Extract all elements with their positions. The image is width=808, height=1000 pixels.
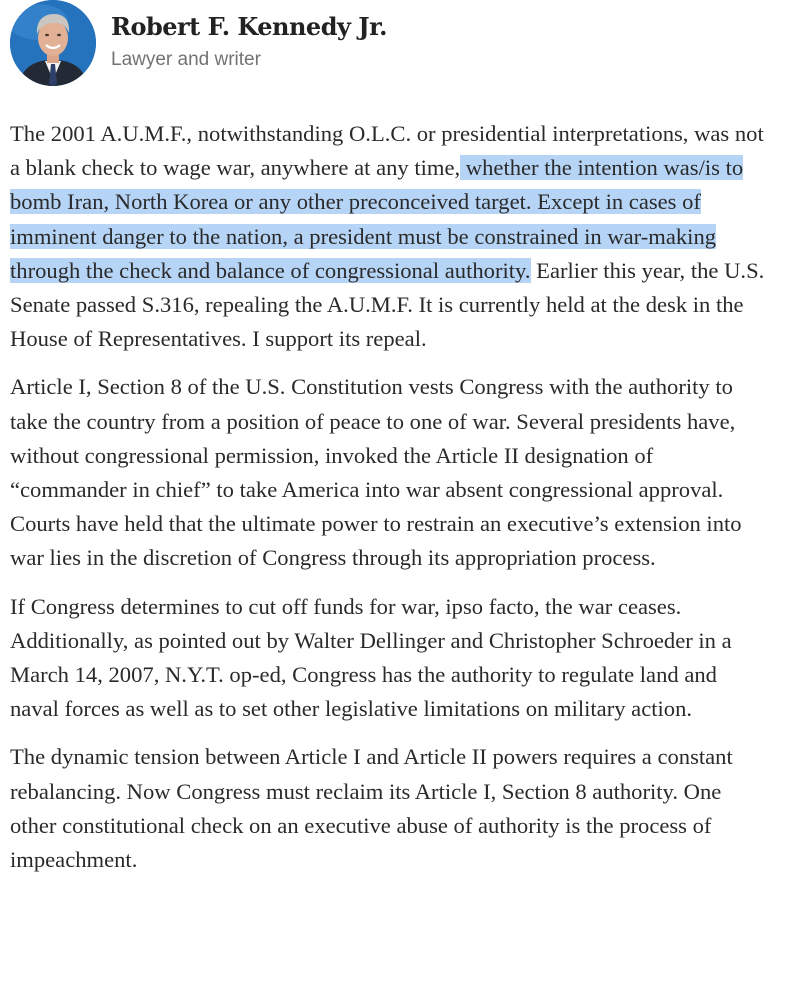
paragraph-2: Article I, Section 8 of the U.S. Constitution vests Congress with the authority to take the country from a position of peace to one of war. Several presidents have, without congressional permission, invoked the Article II designation of “commander in chief” to take America into war absent congressional approval. Courts have held that the ultimate power to restrain an executive’s extension into war lies in the discretion of Congress through its appropriation process. bbox=[10, 374, 742, 571]
author-avatar[interactable] bbox=[10, 0, 96, 86]
article-body bbox=[10, 117, 770, 891]
highlighted-selection[interactable]: whether the intention was/is to bomb Iran, North Korea or any other preconceived target. Except in cases of imminent danger to the nation, a president must be constrained in war-making through the check and balance of congressional authority. bbox=[10, 155, 744, 283]
author-role: Lawyer and writer bbox=[111, 49, 261, 70]
paragraph-4: The dynamic tension between Article I and Article II powers requires a constant rebalancing. Now Congress must reclaim its Article I, Section 8 authority. One other constitutional check on an executive abuse of authority is the process of impeachment. bbox=[10, 744, 733, 873]
author-name[interactable]: Robert F. Kennedy Jr. bbox=[111, 12, 387, 41]
paragraph-1-text: The 2001 A.U.M.F., notwithstanding O.L.C. or presidential interpretations, was not a blank check to wage war, anywhere at any time, bbox=[10, 121, 764, 181]
headshot-icon bbox=[10, 0, 96, 86]
paragraph-3: If Congress determines to cut off funds for war, ipso facto, the war ceases. Additionally, as pointed out by Walter Dellinger and Christopher Schroeder in a March 14, 2007, N.Y.T. op-ed, Congress has the authority to regulate land and naval forces as well as to set other legislative limitations on military action. bbox=[10, 593, 732, 722]
author-header bbox=[10, 0, 790, 100]
paragraph-1-text-end: Earlier this year, the U.S. Senate passed S.316, repealing the A.U.M.F. It is currently held at the desk in the House of Representatives. I support its repeal. bbox=[10, 257, 765, 352]
paragraph-1 bbox=[10, 117, 770, 356]
